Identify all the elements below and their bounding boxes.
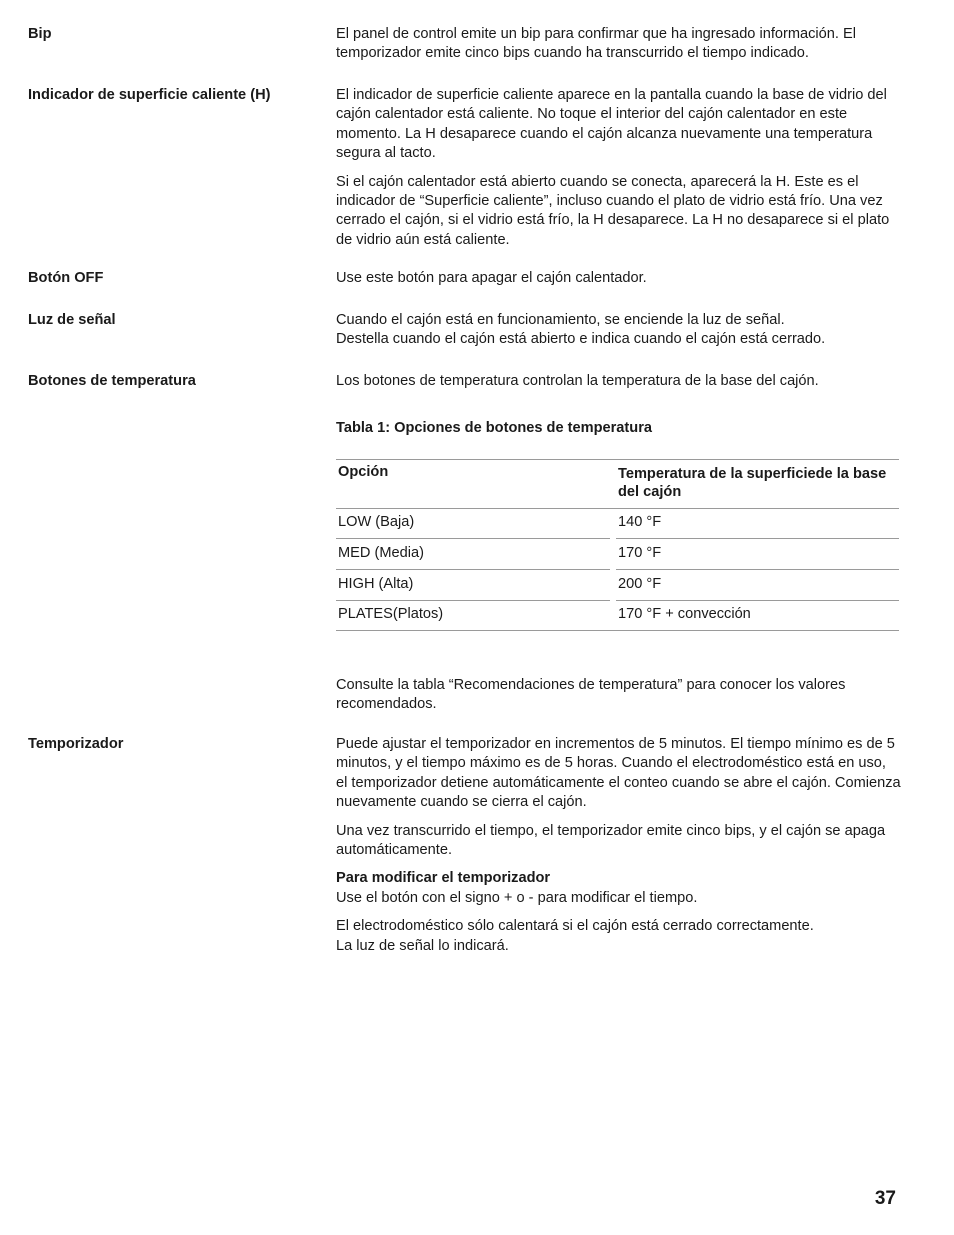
desc-off-button xyxy=(336,269,901,288)
subheading-modify-timer: Para modificar el temporizador xyxy=(336,870,551,887)
table-cell: 170 °F + convección xyxy=(618,606,751,622)
paragraph: Consulte la tabla “Recomendaciones de temperatura” para conocer los valores recomendados. xyxy=(336,677,846,713)
desc-hot-surface xyxy=(336,86,901,250)
paragraph: Use el botón con el signo + o - para modificar el tiempo. xyxy=(336,889,698,906)
paragraph: El panel de control emite un bip para confirmar que ha ingresado información. El temporizador emite cinco bips cuando ha transcurrido el tiempo indicado. xyxy=(336,26,856,62)
row-rule xyxy=(616,600,899,601)
table-header-rule xyxy=(336,508,899,509)
desc-temp-buttons xyxy=(336,372,901,391)
term-hot-surface: Indicador de superficie caliente (H) xyxy=(28,87,271,103)
table-header-option: Opción xyxy=(338,464,389,480)
table-cell: 140 °F xyxy=(618,514,662,530)
line: El electrodoméstico sólo calentará si el cajón está cerrado correctamente. xyxy=(336,918,814,935)
paragraph: Los botones de temperatura controlan la temperatura de la base del cajón. xyxy=(336,373,819,389)
table-cell: MED (Media) xyxy=(338,545,424,561)
term-timer: Temporizador xyxy=(28,736,124,752)
table-cell: 170 °F xyxy=(618,545,662,561)
line: Destella cuando el cajón está abierto e indica cuando el cajón está cerrado. xyxy=(336,331,826,348)
table-cell: HIGH (Alta) xyxy=(338,576,414,592)
line: La luz de señal lo indicará. xyxy=(336,937,509,954)
table-top-rule xyxy=(336,459,899,460)
desc-temp-recommendations xyxy=(336,676,901,715)
term-temp-buttons: Botones de temperatura xyxy=(28,373,196,389)
row-rule xyxy=(336,569,610,570)
table-cell: PLATES(Platos) xyxy=(338,606,444,622)
desc-bip xyxy=(336,25,901,64)
table-cell: LOW (Baja) xyxy=(338,514,415,530)
line: Cuando el cajón está en funcionamiento, se enciende la luz de señal. xyxy=(336,312,785,328)
term-bip: Bip xyxy=(28,26,52,42)
page-number: 37 xyxy=(874,1188,896,1209)
row-rule xyxy=(336,538,610,539)
paragraph: Puede ajustar el temporizador en incrementos de 5 minutos. El tiempo mínimo es de 5 minutos, y el tiempo máximo es de 5 horas. Cuando el electrodoméstico está en uso, el temporizador detiene automáticamente el conteo cuando se abre el cajón. Comienza nuevamente cuando se cierra el cajón. xyxy=(336,736,901,811)
table-title: Tabla 1: Opciones de botones de temperatura xyxy=(336,420,652,436)
paragraph: El indicador de superficie caliente aparece en la pantalla cuando la base de vidrio del cajón calentador está caliente. No toque el interior del cajón calentador en este momento. La H desaparece cuando el cajón alcanza nuevamente una temperatura segura al tacto. xyxy=(336,87,887,162)
paragraph: Use este botón para apagar el cajón calentador. xyxy=(336,270,647,286)
paragraph: Si el cajón calentador está abierto cuando se conecta, aparecerá la H. Este es el indicador de “Superficie caliente”, incluso cuando el plato de vidrio está frío. Una vez cerrado el cajón, si el vidrio está frío, la H desaparece. La H no desaparece si el plato de vidrio aún está caliente. xyxy=(336,173,890,248)
term-off-button: Botón OFF xyxy=(28,270,104,286)
row-rule xyxy=(616,538,899,539)
row-rule xyxy=(616,569,899,570)
term-signal-light: Luz de señal xyxy=(28,312,116,328)
table-header-temperature: Temperatura de la superficiede la base del cajón xyxy=(618,466,887,500)
row-rule xyxy=(336,600,610,601)
desc-signal-light xyxy=(336,311,901,350)
table-bottom-rule xyxy=(336,630,899,631)
table-cell: 200 °F xyxy=(618,576,662,592)
paragraph: Una vez transcurrido el tiempo, el temporizador emite cinco bips, y el cajón se apaga automáticamente. xyxy=(336,822,886,859)
desc-timer xyxy=(336,735,901,956)
